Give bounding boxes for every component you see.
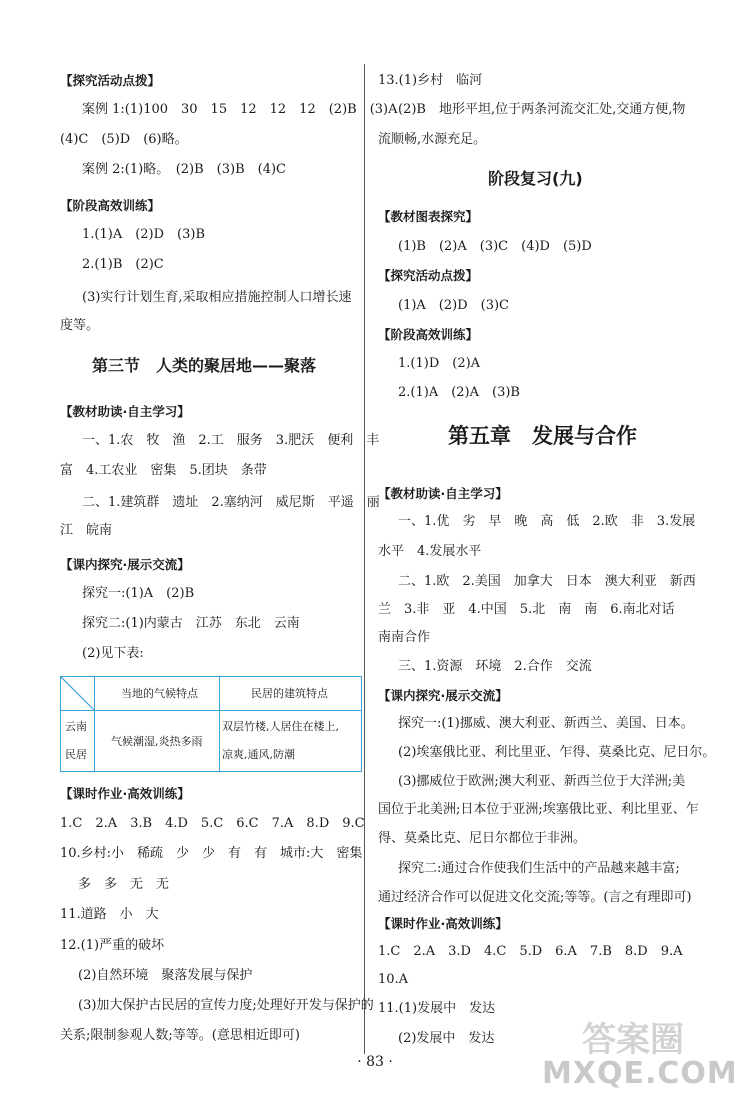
answer-line: 多 多 无 无	[78, 877, 170, 892]
answer-line: 1.C 2.A 3.B 4.D 5.C 6.C 7.A 8.D 9.C	[60, 816, 365, 831]
answer-line: 12.(1)严重的破坏	[60, 938, 165, 953]
section-header: 【教材助读·自主学习】	[60, 404, 190, 419]
section-title: 阶段复习(九)	[488, 169, 583, 188]
answer-line: 水平 4.发展水平	[378, 544, 482, 559]
answer-line: (2)发展中 发达	[398, 1031, 495, 1046]
table-cell: 凉爽,通风,防潮	[222, 748, 295, 761]
answer-line: 2.(1)B (2)C	[82, 257, 164, 272]
watermark-url: MXQE.COM	[542, 1056, 738, 1091]
answer-line: 11.道路 小 大	[60, 907, 159, 922]
answer-line: 11.(1)发展中 发达	[378, 1001, 496, 1016]
watermark	[542, 1020, 738, 1100]
answer-line: 得、莫桑比克、尼日尔都位于非洲。	[378, 831, 587, 846]
section-header: 【阶段高效训练】	[60, 198, 161, 213]
table-cell: 双层竹楼,人居住在楼上,	[222, 720, 339, 733]
table-row-header: 民居	[65, 748, 87, 761]
answer-line: 1.(1)D (2)A	[398, 356, 481, 371]
answer-line: 探究一:(1)挪威、澳大利亚、新西兰、美国、日本。	[398, 716, 694, 731]
answer-line: 二、1.建筑群 遗址 2.塞纳河 威尼斯 平遥 丽	[82, 495, 380, 510]
section-header: 【教材助读·自主学习】	[378, 486, 508, 501]
section-header: 【阶段高效训练】	[378, 327, 479, 342]
page-number: · 83 ·	[357, 1054, 393, 1070]
answer-line: (1)B (2)A (3)C (4)D (5)D	[398, 239, 592, 254]
answer-line: 探究二:(1)内蒙古 江苏 东北 云南	[82, 616, 300, 631]
section-header: 【课内探究·展示交流】	[60, 557, 190, 572]
answer-line: 2.(1)A (2)A (3)B	[398, 385, 520, 400]
section-header: 【课内探究·展示交流】	[378, 688, 508, 703]
section-title: 第三节 人类的聚居地——聚落	[92, 356, 317, 375]
answer-line: 通过经济合作可以促进文化交流;等等。(言之有理即可)	[378, 890, 692, 905]
table-row-header: 云南	[65, 720, 87, 733]
section-header: 【课时作业·高效训练】	[60, 786, 190, 801]
answer-line: 一、1.优 劣 早 晚 高 低 2.欧 非 3.发展	[398, 514, 696, 529]
answer-line: 三、1.资源 环境 2.合作 交流	[398, 659, 592, 674]
answer-line: 13.(1)乡村 临河	[378, 73, 483, 88]
answer-line: 探究二:通过合作使我们生活中的产品越来越丰富;	[398, 861, 680, 876]
answer-line: 流顺畅,水源充足。	[378, 132, 487, 147]
answer-line: 关系;限制参观人数;等等。(意思相近即可)	[60, 1028, 300, 1043]
answer-line: 兰 3.非 亚 4.中国 5.北 南 南 6.南北对话	[378, 602, 675, 617]
answer-line: 二、1.欧 2.美国 加拿大 日本 澳大利亚 新西	[398, 574, 696, 589]
answer-line: 1.(1)A (2)D (3)B	[82, 227, 206, 242]
answer-table	[60, 676, 362, 772]
answer-line: 10.乡村:小 稀疏 少 少 有 有 城市:大 密集	[60, 846, 363, 861]
table-col-header: 当地的气候特点	[121, 687, 198, 700]
table-cell: 气候潮湿,炎热多雨	[111, 735, 203, 748]
table-divider	[219, 677, 220, 771]
section-header: 【探究活动点拨】	[60, 73, 161, 88]
answer-line: 案例 1:(1)100 30 15 12 12 12 (2)B (3)A	[82, 102, 398, 117]
section-header: 【探究活动点拨】	[378, 268, 479, 283]
answer-line: (2)自然环境 聚落发展与保护	[78, 968, 253, 983]
chapter-title: 第五章 发展与合作	[448, 423, 637, 448]
answer-line: 江 皖南	[60, 523, 113, 538]
answer-line: 富 4.工农业 密集 5.团块 条带	[60, 463, 267, 478]
answer-line: (2)见下表:	[82, 646, 144, 661]
section-header: 【教材图表探究】	[378, 209, 479, 224]
answer-line: (3)实行计划生育,采取相应措施控制人口增长速	[82, 290, 352, 305]
answer-line: 案例 2:(1)略。 (2)B (3)B (4)C	[82, 162, 286, 177]
answer-line: 1.C 2.A 3.D 4.C 5.D 6.A 7.B 8.D 9.A	[378, 944, 683, 959]
table-col-header: 民居的建筑特点	[251, 687, 328, 700]
watermark-logo: 答案圈	[582, 1020, 684, 1060]
answer-line: (2)埃塞俄比亚、利比里亚、乍得、莫桑比克、尼日尔。	[398, 745, 716, 760]
answer-line: 10.A	[378, 972, 409, 987]
answer-line: 国位于北美洲;日本位于亚洲;埃塞俄比亚、利比里亚、乍	[378, 802, 699, 817]
answer-line: (4)C (5)D (6)略。	[60, 132, 188, 147]
answer-line: 探究一:(1)A (2)B	[82, 586, 195, 601]
section-header: 【课时作业·高效训练】	[378, 916, 508, 931]
answer-line: (3)挪威位于欧洲;澳大利亚、新西兰位于大洋洲;美	[398, 774, 686, 789]
answer-line: 一、1.农 牧 渔 2.工 服务 3.肥沃 便利 丰	[82, 433, 380, 448]
table-divider	[94, 677, 95, 771]
answer-line: (3)加大保护古民居的宣传力度;处理好开发与保护的	[78, 998, 374, 1013]
answer-line: (1)A (2)D (3)C	[398, 298, 510, 313]
column-divider	[364, 64, 365, 1054]
answer-line: 度等。	[60, 318, 100, 333]
answer-line: (2)B 地形平坦,位于两条河流交汇处,交通方便,物	[398, 102, 686, 117]
answer-line: 南南合作	[378, 630, 431, 645]
